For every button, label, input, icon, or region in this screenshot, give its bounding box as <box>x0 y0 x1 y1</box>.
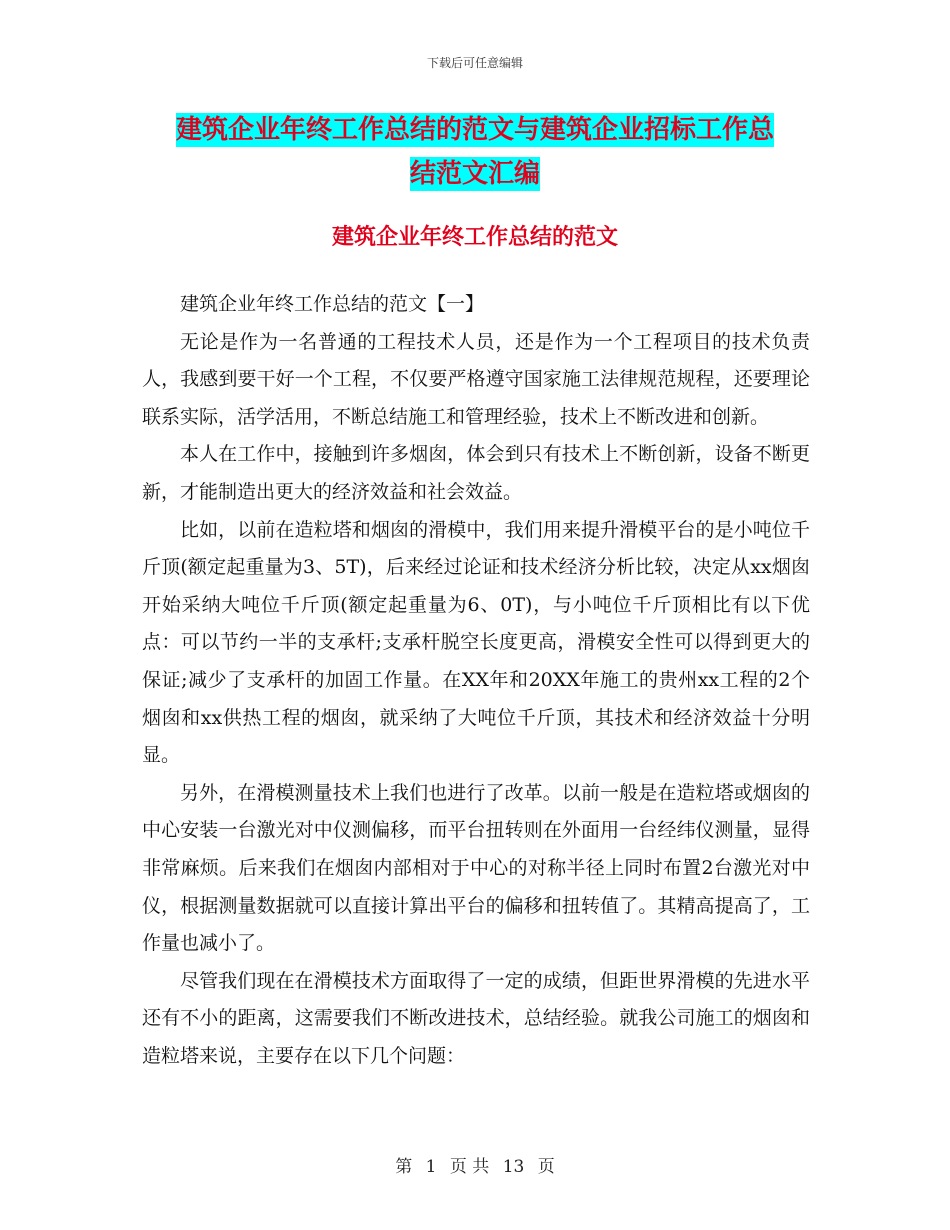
paragraph: 尽管我们现在在滑模技术方面取得了一定的成绩，但距世界滑模的先进水平还有不小的距离，这需要我们不断改进技术，总结经验。就我公司施工的烟囱和造粒塔来说，主要存在以下几个问题： <box>142 969 810 1067</box>
footer-suffix: 页 <box>537 1157 555 1177</box>
page-footer <box>0 1152 950 1177</box>
paragraph: 另外，在滑模测量技术上我们也进行了改革。以前一般是在造粒塔或烟囱的中心安装一台激光对中仪测偏移，而平台扭转则在外面用一台经纬仪测量，显得非常麻烦。后来我们在烟囱内部相对于中心的对称半径上同时布置2台激光对中仪，根据测量数据就可以直接计算出平台的偏移和扭转值了。其精高提高了，工作量也减小了。 <box>142 781 810 955</box>
title-line-1: 建筑企业年终工作总结的范文与建筑企业招标工作总 <box>175 115 774 145</box>
paragraph: 比如，以前在造粒塔和烟囱的滑模中，我们用来提升滑模平台的是小吨位千斤顶(额定起重量为3、5T)，后来经过论证和技术经济分析比较，决定从xx烟囱开始采纳大吨位千斤顶(额定起重量为6、0T)，与小吨位千斤顶相比有以下优点：可以节约一半的支承杆;支承杆脱空长度更高，滑模安全性可以得到更大的保证;减少了支承杆的加固工作量。在XX年和20XX年施工的贵州xx工程的2个烟囱和xx供热工程的烟囱，就采纳了大吨位千斤顶，其技术和经济效益十分明显。 <box>142 518 810 767</box>
footer-mid: 页 共 <box>449 1157 490 1177</box>
page-total: 13 <box>502 1157 525 1177</box>
paragraph: 无论是作为一名普通的工程技术人员，还是作为一个工程项目的技术负责人，我感到要干好一个工程，不仅要严格遵守国家施工法律规范规程，还要理论联系实际，活学活用，不断总结施工和管理经验，技术上不断改进和创新。 <box>142 330 810 428</box>
page-number: 1 <box>425 1157 437 1177</box>
document-body <box>142 286 810 1075</box>
paragraph: 建筑企业年终工作总结的范文【一】 <box>180 293 485 315</box>
footer-prefix: 第 <box>395 1157 413 1177</box>
document-title <box>140 108 810 196</box>
paragraph: 本人在工作中，接触到许多烟囱，体会到只有技术上不断创新，设备不断更新，才能制造出更大的经济效益和社会效益。 <box>142 443 810 503</box>
header-note: 下载后可任意编辑 <box>426 56 523 70</box>
section-title: 建筑企业年终工作总结的范文 <box>331 225 618 250</box>
title-line-2: 结范文汇编 <box>409 159 540 189</box>
